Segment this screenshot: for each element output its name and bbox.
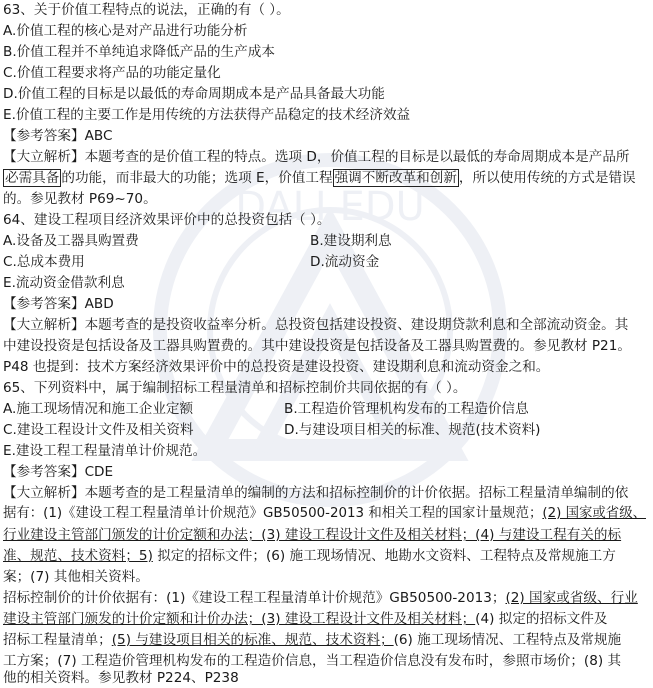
q64-answer [3, 294, 114, 314]
boxed-text: 强调不断改革和创新 [334, 170, 457, 186]
analysis-text: 本题考查的是投资收益率分析。总投资包括建设投资、建设期贷款利息和全部流动资金。其 [84, 317, 629, 333]
q65-analysis-line-6 [3, 588, 638, 608]
analysis-text: ，所以使用传统的方式是错误 [458, 170, 636, 186]
q63-analysis-line-1 [3, 147, 630, 167]
q65-analysis-line-7 [3, 609, 608, 629]
analysis-text: 拟定的招标文件；(6) 施工现场情况、地勘水文资料、工程特点及常规施工方 [152, 548, 616, 564]
watermark-text: DALI EDU [235, 184, 425, 230]
analysis-text: 的功能，而非最大的功能；选项 E，价值工程 [61, 170, 333, 186]
underlined-text: (5) 与建设项目相关的标准、规范、技术资料； [111, 632, 394, 648]
underlined-text: (3) 建设工程设计文件及相关材料；(4) 与建设工程有关的标 [261, 527, 622, 543]
q64-option-a: A.设备及工器具购置费 [3, 233, 139, 249]
q64-analysis-line-2: 中建设投资是包括设备及工器具购置费的。其中建设投资是包括设备及工器具购置费的。参见教材 P21。 [3, 338, 631, 354]
underlined-text: (2) 国家或省级、 [542, 506, 646, 521]
boxed-text: 必需具备 [5, 170, 60, 186]
q63-option-c: C.价值工程要求将产品的功能定量化 [3, 65, 221, 81]
q64-option-c: C.总成本费用 [3, 254, 85, 270]
q64-option-e: E.流动资金借款利息 [3, 275, 125, 291]
q65-analysis-line-8 [3, 630, 621, 650]
analysis-label: 【大立解析】 [3, 485, 85, 501]
q63-option-b: B.价值工程并不单纯追求降低产品的生产成本 [3, 44, 275, 60]
analysis-text: (4) 拟定的招标文件及 [475, 611, 608, 627]
analysis-text: 招标控制价的计价依据有：(1)《建设工程工程量清单计价规范》GB50500-2013； [3, 590, 506, 606]
answer-label: 【参考答案】 [3, 128, 85, 144]
q65-option-e: E.建设工程工程量清单计价规范。 [3, 443, 207, 459]
underlined-text: 准、规范、技术资料；5) [3, 548, 153, 564]
q65-analysis-line-9: 工方案；(7) 工程造价管理机构发布的工程造价信息，当工程造价信息没有发布时，参照市场价；(8) 其 [3, 653, 622, 669]
q63-option-d: D.价值工程的目标是以最低的寿命周期成本是产品具备最大功能 [3, 86, 385, 102]
q65-analysis-line-10: 他的相关资料。参见教材 P224、P238 [3, 670, 239, 686]
answer-value: CDE [84, 464, 114, 480]
q63-option-a: A.价值工程的核心是对产品进行功能分析 [3, 23, 248, 39]
analysis-text: 招标工程量清单； [3, 632, 112, 648]
analysis-text: 据有：(1)《建设工程工程量清单计价规范》GB50500-2013 和相关工程的国家计量规范； [3, 506, 543, 521]
analysis-text: 本题考查的是工程量清单的编制的方法和招标控制价的计价依据。招标工程量清单编制的依 [84, 485, 629, 501]
answer-label: 【参考答案】 [3, 296, 85, 312]
analysis-text: 本题考查的是价值工程的特点。选项 D，价值工程的目标是以最低的寿命周期成本是产品所 [84, 149, 630, 165]
q63-analysis-line-2 [3, 168, 636, 188]
q65-analysis-line-5: 案；(7) 其他相关资料。 [3, 569, 149, 585]
answer-value: ABC [84, 128, 113, 144]
underlined-text: 行业建设主管部门颁发的计价定额和办法； [3, 527, 262, 543]
q63-option-e: E.价值工程的主要工作是用传统的方法获得产品稳定的技术经济效益 [3, 107, 411, 123]
answer-label: 【参考答案】 [3, 464, 85, 480]
q65-option-a: A.施工现场情况和施工企业定额 [3, 401, 194, 417]
q64-analysis-line-1 [3, 315, 628, 335]
answer-value: ABD [84, 296, 114, 312]
q63-answer [3, 126, 112, 146]
analysis-text: (6) 施工现场情况、工程特点及常规施 [393, 632, 622, 648]
underlined-text: (2) 国家或省级、行业 [505, 590, 638, 606]
analysis-label: 【大立解析】 [3, 149, 85, 165]
q64-option-d: D.流动资金 [310, 254, 380, 270]
q65-analysis-line-1 [3, 483, 628, 503]
underlined-text: 建设主管部门颁发的计价定额和计价办法；(3) 建设工程设计文件及相关材料； [3, 611, 476, 627]
q63-question: 63、关于价值工程特点的说法，正确的有（ ）。 [3, 2, 290, 18]
q64-option-b: B.建设期利息 [310, 233, 392, 249]
q65-answer [3, 462, 113, 482]
q65-option-b: B.工程造价管理机构发布的工程造价信息 [284, 401, 529, 417]
analysis-label: 【大立解析】 [3, 317, 85, 333]
q65-question: 65、下列资料中，属于编制招标工程量清单和招标控制价共同依据的有（ ）。 [3, 380, 467, 396]
q63-analysis-line-3: 的。参见教材 P69~70。 [3, 191, 157, 207]
q65-option-c: C.建设工程设计文件及相关资料 [3, 422, 194, 438]
q64-analysis-line-3: P48 也提到：技术方案经济效果评价中的总投资是建设投资、建设期利息和流动资金之和。 [3, 359, 550, 375]
q65-analysis-line-3 [3, 525, 621, 545]
q65-option-d: D.与建设项目相关的标准、规范(技术资料) [284, 422, 541, 438]
q64-question: 64、建设工程项目经济效果评价中的总投资包括（ ）。 [3, 212, 331, 228]
q65-analysis-line-2 [3, 504, 646, 524]
q65-analysis-line-4 [3, 546, 616, 566]
